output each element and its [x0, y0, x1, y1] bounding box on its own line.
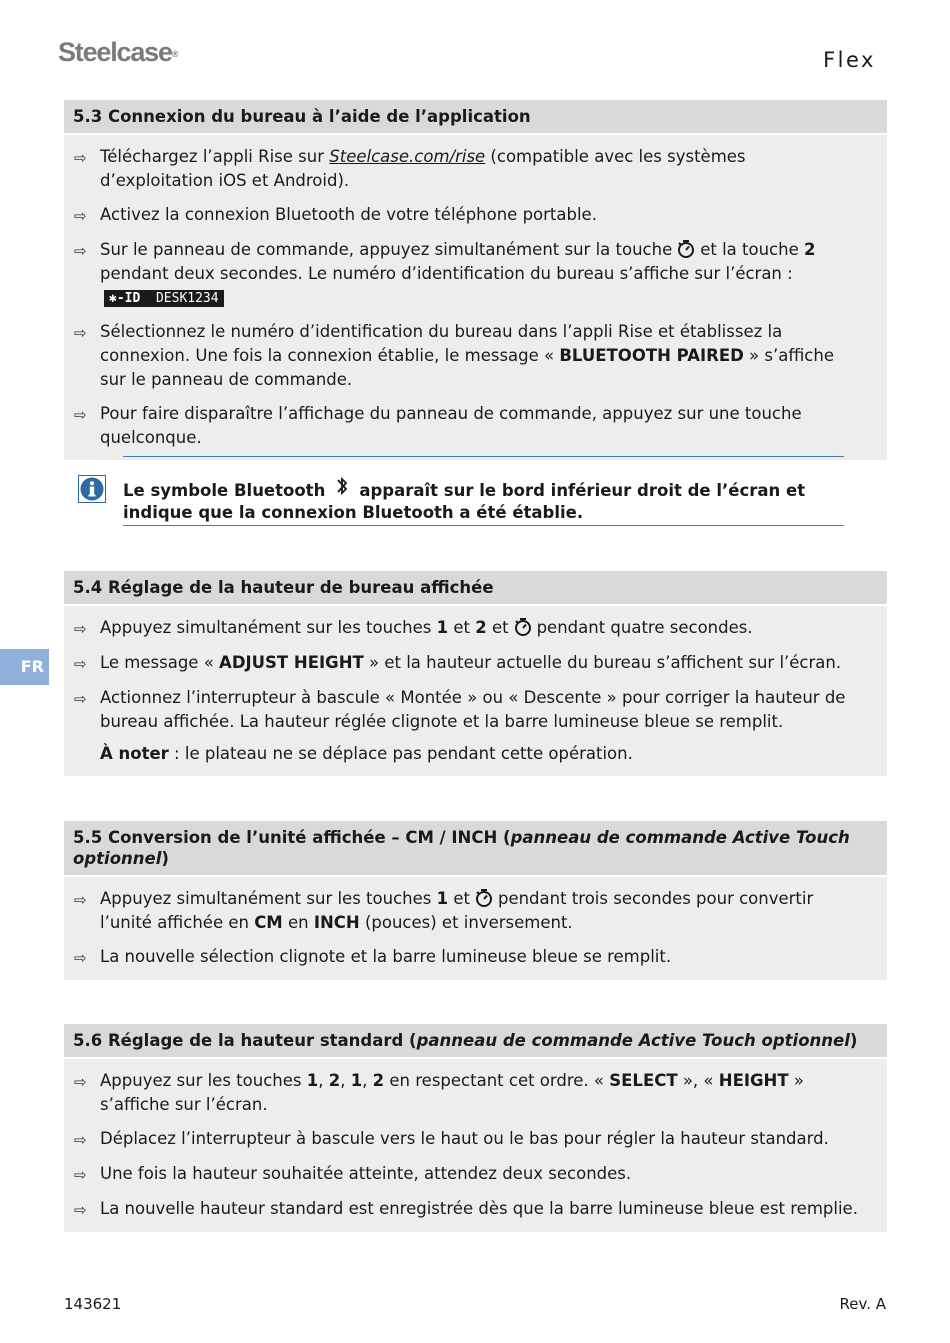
- arrow-bullet-icon: ⇨: [74, 1131, 87, 1149]
- steelcase-link[interactable]: Steelcase.com/rise: [329, 147, 486, 166]
- list-item: ⇨ Appuyez simultanément sur les touches 1 et 2 et pendant quatre secondes.: [74, 616, 861, 641]
- timer-icon: [513, 617, 533, 637]
- section-body: [64, 877, 887, 980]
- list-item: ⇨ Pour faire disparaître l’affichage du panneau de commande, appuyez sur une touche quelconque.: [74, 402, 861, 450]
- info-icon: [78, 475, 106, 503]
- list-item: ⇨ Appuyez simultanément sur les touches 1 et pendant trois secondes pour convertir l’unité affichée en CM en INCH (pouces) et inversement.: [74, 887, 861, 935]
- section-5-6: [64, 1024, 887, 1232]
- list-item: ⇨ La nouvelle hauteur standard est enregistrée dès que la barre lumineuse bleue est remplie.: [74, 1197, 861, 1222]
- arrow-bullet-icon: ⇨: [74, 690, 87, 708]
- list-item: ⇨ Téléchargez l’appli Rise sur Steelcase.com/rise (compatible avec les systèmes d’exploitation iOS et Android).: [74, 145, 861, 193]
- list-item: ⇨ Une fois la hauteur souhaitée atteinte, attendez deux secondes.: [74, 1162, 861, 1187]
- desk-id-display: ✱-ID DESK1234: [104, 290, 224, 307]
- section-title: 5.3 Connexion du bureau à l’aide de l’application: [64, 100, 887, 135]
- bluetooth-icon: [335, 473, 349, 499]
- section-5-4: [64, 571, 887, 776]
- list-item: ⇨ Sélectionnez le numéro d’identification du bureau dans l’appli Rise et établissez la connexion. Une fois la connexion établie, le message « BLUETOOTH PAIRED » s’affiche sur le panneau de commande.: [74, 320, 861, 392]
- arrow-bullet-icon: ⇨: [74, 949, 87, 967]
- arrow-bullet-icon: ⇨: [74, 1201, 87, 1219]
- arrow-bullet-icon: ⇨: [74, 149, 87, 167]
- arrow-bullet-icon: ⇨: [74, 242, 87, 260]
- language-tab: FR: [0, 649, 49, 685]
- timer-icon: [474, 888, 494, 908]
- list-item: ⇨ Le message « ADJUST HEIGHT » et la hauteur actuelle du bureau s’affichent sur l’écran.: [74, 651, 861, 676]
- list-item: ⇨ La nouvelle sélection clignote et la barre lumineuse bleue se remplit.: [74, 945, 861, 970]
- note-paragraph: À noter : le plateau ne se déplace pas pendant cette opération.: [100, 744, 633, 763]
- section-body: [64, 135, 887, 460]
- section-body: [64, 1059, 887, 1232]
- section-title: 5.4 Réglage de la hauteur de bureau affichée: [64, 571, 887, 606]
- section-title: 5.6 Réglage de la hauteur standard (panneau de commande Active Touch optionnel): [64, 1024, 887, 1059]
- revision-label: Rev. A: [839, 1295, 886, 1313]
- document-number: 143621: [64, 1295, 122, 1313]
- list-item: ⇨ Activez la connexion Bluetooth de votre téléphone portable.: [74, 203, 861, 228]
- product-name: Flex: [823, 48, 876, 72]
- arrow-bullet-icon: ⇨: [74, 406, 87, 424]
- list-item: ⇨ Appuyez sur les touches 1, 2, 1, 2 en respectant cet ordre. « SELECT », « HEIGHT » s’affiche sur l’écran.: [74, 1069, 861, 1117]
- arrow-bullet-icon: ⇨: [74, 324, 87, 342]
- arrow-bullet-icon: ⇨: [74, 207, 87, 225]
- section-title: 5.5 Conversion de l’unité affichée – CM / INCH (panneau de commande Active Touch optionnel): [64, 821, 887, 877]
- info-note: Le symbole Bluetooth apparaît sur le bord inférieur droit de l’écran et indique que la connexion Bluetooth a été établie.: [123, 456, 844, 526]
- list-item: ⇨ Déplacez l’interrupteur à bascule vers le haut ou le bas pour régler la hauteur standard.: [74, 1127, 861, 1152]
- arrow-bullet-icon: ⇨: [74, 655, 87, 673]
- arrow-bullet-icon: ⇨: [74, 620, 87, 638]
- list-item: ⇨ Sur le panneau de commande, appuyez simultanément sur la touche et la touche 2 pendant deux secondes. Le numéro d’identification du bureau s’affiche sur l’écran : ✱-ID DESK1234: [74, 238, 861, 310]
- section-5-3: [64, 100, 887, 460]
- section-5-5: [64, 821, 887, 980]
- arrow-bullet-icon: ⇨: [74, 1073, 87, 1091]
- section-body: [64, 606, 887, 776]
- list-item: ⇨ Actionnez l’interrupteur à bascule « Montée » ou « Descente » pour corriger la hauteur de bureau affichée. La hauteur réglée clignote et la barre lumineuse bleue se remplit.: [74, 686, 861, 734]
- arrow-bullet-icon: ⇨: [74, 1166, 87, 1184]
- steelcase-logo: Steelcase®: [58, 37, 179, 67]
- timer-icon: [676, 239, 696, 259]
- arrow-bullet-icon: ⇨: [74, 891, 87, 909]
